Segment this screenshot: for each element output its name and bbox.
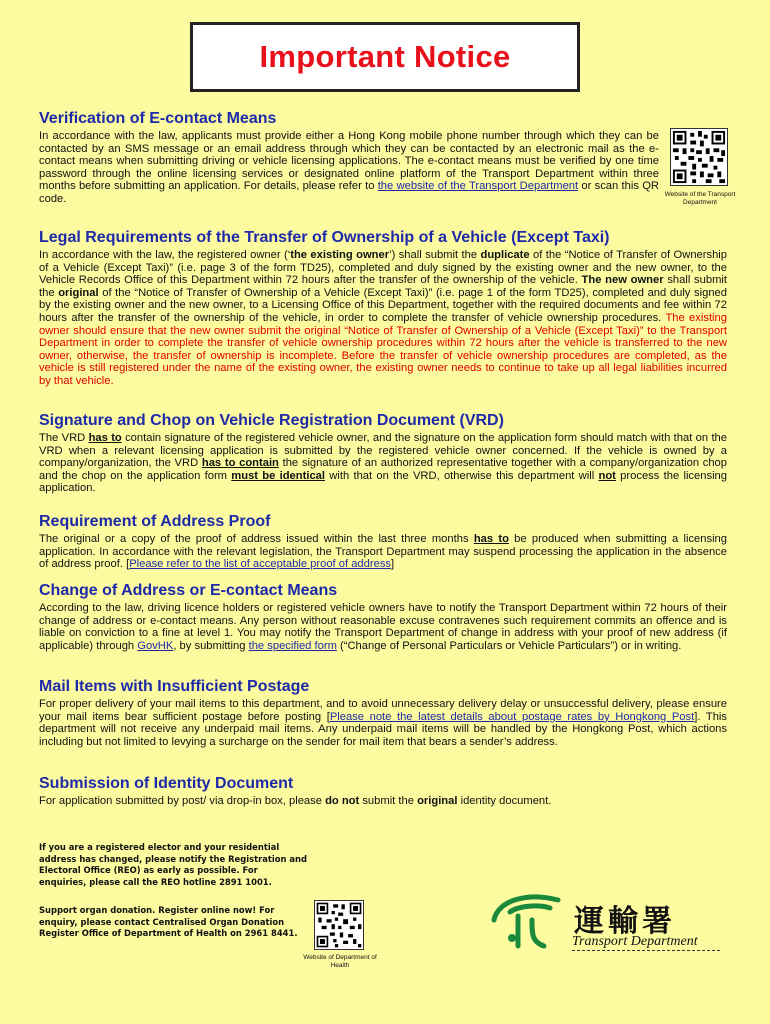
govhk-link[interactable]: GovHK xyxy=(137,639,174,652)
section-transfer xyxy=(39,229,727,388)
heading-postage: Mail Items with Insufficient Postage xyxy=(39,678,310,695)
change-address-text: According to the law, driving licence holders or registered vehicle owners have to notify the Transport Department within 72 hours of their change of address or e-contact means. Any person without reasonable excuse contravenes such requirement commits an offence and is liable on conviction to a fine at level 1. You may notify the Transport Department of change in address with your proof of new address (if applicable) through GovHK, by submitting the specified form (“Change of Personal Particulars or Vehicle Particulars”) or in writing. xyxy=(39,602,727,652)
section-postage xyxy=(39,678,727,748)
logo-divider xyxy=(572,950,720,951)
section-address-proof xyxy=(39,513,727,571)
heading-econtact: Verification of E-contact Means xyxy=(39,110,277,127)
section-econtact xyxy=(39,110,659,206)
heading-address-proof: Requirement of Address Proof xyxy=(39,513,271,530)
page-title: Important Notice xyxy=(259,39,511,74)
td-website-link[interactable]: the website of the Transport Department xyxy=(377,180,579,193)
td-qr-code xyxy=(670,128,728,186)
heading-transfer: Legal Requirements of the Transfer of Ownership of a Vehicle (Except Taxi) xyxy=(39,229,610,246)
econtact-text: In accordance with the law, applicants must provide either a Hong Kong mobile phone number through which they can be contacted by an SMS message or an email address through which they can be contacted by an electronic mail as the e-contact means when submitting driving or vehicle licensing applications. The e-contact means must be verified by one time password through the online licensing services or designated online platform of the Transport Department within three months before submitting an application. For details, please refer to the website of the Transport Department or scan this QR code. xyxy=(39,130,659,205)
transfer-warning: The existing owner should ensure that the new owner submit the original “Notice of Transfer of Ownership of a Vehicle (Except Taxi)” to the Transport Department in order to complete the transfer of vehicle ownership procedures within 72 hours after the vehicle is transferred to the new owner, otherwise, the transfer of ownership is incomplete. Before the transfer of vehicle ownership procedures are completed, as the vehicle is still registered under the name of the existing owner, the existing owner needs to continue to take up all legal liabilities incurred by that vehicle. xyxy=(39,311,727,387)
specified-form-link[interactable]: the specified form xyxy=(248,639,337,652)
title-box xyxy=(190,22,580,92)
vrd-text: The VRD has to contain signature of the registered vehicle owner, and the signature on the application form should match with that on the VRD when a relevant licensing application is submitted by the registered vehicle owner concerned. If the vehicle is owned by a company/organization, the VRD has to contain the signature of an authorized representative together with a company/organization chop and the chop on the application form must be identical with that on the VRD, otherwise this department will not process the licensing application. xyxy=(39,432,728,495)
organ-donation-note: Support organ donation. Register online now! For enquiry, please contact Centralised Organ Donation Register Office of Department of Health on 2961 8441. xyxy=(39,905,298,939)
qr-code-icon xyxy=(315,901,363,949)
postage-text: For proper delivery of your mail items to this department, and to avoid unnecessary delivery delay or unsuccessful delivery, please ensure your mail items bear sufficient postage before posting [Please note the latest details about postage rates by Hongkong Post]. This department will not receive any underpaid mail items. Any underpaid mail items will be handled by the Hongkong Post, which actions including but not limited to levying a surcharge on the sender for mail item that bears a sender’s address. xyxy=(39,698,727,748)
section-identity xyxy=(39,775,727,808)
identity-text: For application submitted by post/ via drop-in box, please do not submit the original identity document. xyxy=(39,795,552,807)
heading-vrd: Signature and Chop on Vehicle Registration Document (VRD) xyxy=(39,412,504,429)
heading-identity: Submission of Identity Document xyxy=(39,775,294,792)
address-proof-text: The original or a copy of the proof of address issued within the last three months has to be produced when submitting a licensing application. In accordance with the relevant legislation, the Transport Department may suspend processing the application in the absence of address proof. [Please refer to the list of acceptable proof of address] xyxy=(39,533,728,571)
heading-change-address: Change of Address or E-contact Means xyxy=(39,582,338,599)
logo-english-text: Transport Department xyxy=(572,934,698,949)
logo-chinese-text: 運輸署 xyxy=(574,904,676,939)
health-qr-caption: Website of Department of Health xyxy=(303,954,377,969)
address-proof-link[interactable]: Please refer to the list of acceptable proof of address xyxy=(129,558,392,571)
section-vrd xyxy=(39,412,727,495)
transport-department-logo-icon xyxy=(488,890,572,952)
health-qr-code xyxy=(314,900,364,950)
reo-note: If you are a registered elector and your residential address has changed, please notify the Registration and Electoral Office (REO) as early as possible. For enquiries, please call the REO hotline 2891 1001. xyxy=(39,842,307,887)
qr-code-icon xyxy=(671,129,727,185)
td-qr-caption: Website of the Transport Department xyxy=(664,191,736,206)
section-change-address xyxy=(39,582,727,652)
postage-rates-link[interactable]: Please note the latest details about postage rates by Hongkong Post xyxy=(329,710,695,723)
transfer-text: In accordance with the law, the registered owner (‘the existing owner’) shall submit the duplicate of the “Notice of Transfer of Ownership of a Vehicle (Except Taxi)” (i.e. page 3 of the form TD25), completed and duly signed by the existing owner and the new owner, to the Vehicle Records Office of this Department within 72 hours after the transfer of the ownership of the vehicle. The new owner shall submit the original of the “Notice of Transfer of Ownership of a Vehicle (Except Taxi)” (i.e. page 1 of the form TD25), completed and duly signed by the existing owner and the new owner, to a Licensing Office of this Department, together with the required documents and fee within 72 hours after the transfer of the ownership of the vehicle, in order to complete the transfer of vehicle ownership procedures. The existing owner should ensure that the new owner submit the original “Notice of Transfer of Ownership of a Vehicle (Except Taxi)” to the Transport Department in order to complete the transfer of vehicle ownership procedures within 72 hours after the vehicle is transferred to the new owner, otherwise, the transfer of ownership is incomplete. Before the transfer of vehicle ownership procedures are completed, as the vehicle is still registered under the name of the existing owner, the existing owner needs to continue to take up all legal liabilities incurred by that vehicle. xyxy=(39,249,728,387)
